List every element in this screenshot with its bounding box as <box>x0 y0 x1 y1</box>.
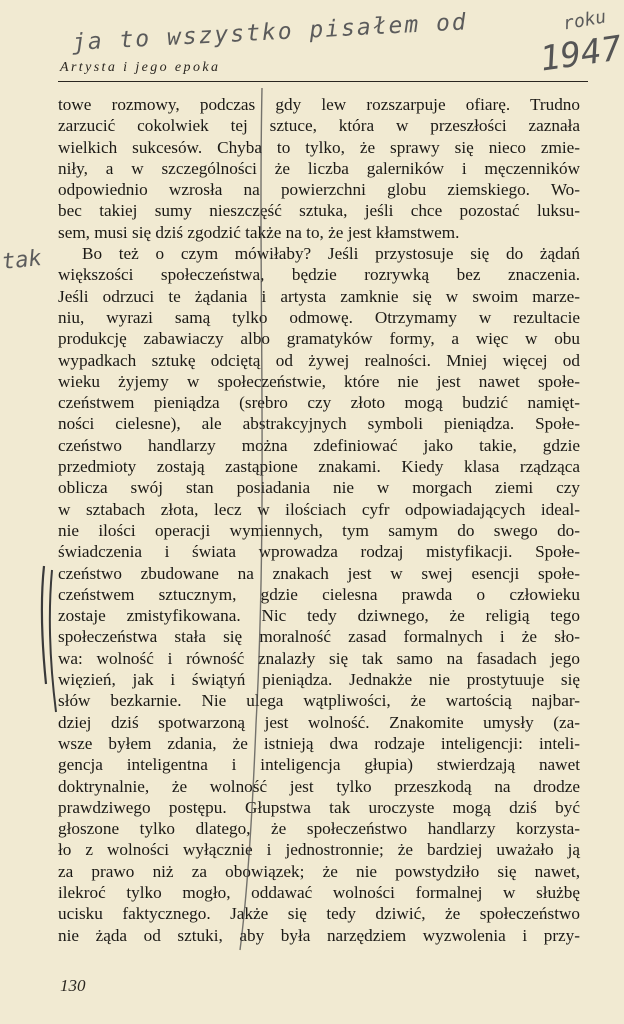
text-line: wieku żyjemy w społeczeństwie, które nie jest nawet społe- <box>58 371 580 391</box>
text-line: nie żąda od sztuki, aby była narzędziem wyzwolenia i przy- <box>58 925 580 945</box>
handwritten-note-line: ja to wszystko pisałem od <box>71 9 469 56</box>
text-line: sem, musi się dziś zgodzić także na to, że jest kłamstwem. <box>58 222 460 242</box>
text-line: ucisku faktycznego. Jakże się tedy dziwić, że społeczeństwo <box>58 904 580 924</box>
text-line: świadczenia i świata wprowadza rodzaj mistyfikacji. Społe- <box>58 542 580 562</box>
text-line: towe rozmowy, podczas gdy lew rozszarpuje ofiarę. Trudno <box>58 95 580 114</box>
text-line: ności cielesne), ale abstrakcyjnych symboli pieniądza. Społe- <box>58 414 580 434</box>
text-line: bec takiej sumy nieszczęść sztuka, jeśli chce pozostać luksu- <box>58 201 580 221</box>
text-line: Jeśli odrzuci te żądania i artysta zamknie się w swoim marze- <box>58 286 580 306</box>
text-line: ło z wolności wyłącznie i jednostronnie; że bardziej uważało ją <box>58 840 580 860</box>
text-line: w sztabach złota, lecz w ilościach cyfr odpowiadających ideal- <box>58 499 580 519</box>
text-line: odpowiednio wzrosła na powierzchni globu ziemskiego. Wo- <box>58 180 580 200</box>
header-rule <box>58 81 588 82</box>
text-line: przedmioty zostają zastąpione znakami. Kiedy klasa rządząca <box>58 457 580 477</box>
text-line: prawdziwego postępu. Głupstwa tak uroczyste mogą dziś być <box>58 797 580 817</box>
handwritten-note-above: roku <box>561 6 608 35</box>
paragraph <box>58 94 580 243</box>
text-line: wypadkach sztukę odciętą od żywej realności. Mniej więcej od <box>58 350 580 370</box>
text-line: doktrynalnie, że wolność jest tylko przeszkodą na drodze <box>58 776 580 796</box>
text-line: gencja inteligentna i inteligencja głupia) stwierdzają nawet <box>58 755 580 775</box>
text-line: nie ilości operacji wymiennych, tym samym do swego do- <box>58 520 580 540</box>
text-line: ilekroć tylko mogło, oddawać wolności formalnej w służbę <box>58 882 580 902</box>
text-line: czeństwo zbudowane na znakach jest w swej esencji społe- <box>58 563 580 583</box>
text-line: oblicza swój stan posiadania nie w morgach ziemi czy <box>58 478 580 498</box>
text-line: niły, a w szczególności że liczba galerników i męczenników <box>58 158 580 178</box>
text-line: zostaje zmistyfikowana. Nic tedy dziwnego, że religią tego <box>58 606 580 626</box>
text-line: społeczeństwa stała się moralność zasad formalnych i że sło- <box>58 627 580 647</box>
text-line: więzień, jak i świątyń pieniądza. Jednakże nie prostytuuje się <box>58 670 580 690</box>
text-line: Bo też o czym mówiłaby? Jeśli przystosuje się do żądań <box>82 244 580 264</box>
text-line: czeństwo handlarzy można zdefiniować jako takie, gdzie <box>58 435 580 455</box>
text-line: czeństwem sztucznym, gdzie cielesna prawda o człowieku <box>58 584 580 604</box>
running-head: Artysta i jego epoka <box>60 60 221 75</box>
text-line: głoszone tylko dlatego, że społeczeństwo handlarzy korzysta- <box>58 819 580 839</box>
text-line: produkcję zabawiaczy albo gramatyków formy, a więc w obu <box>58 329 580 349</box>
text-line: czeństwem pieniądza (srebro czy złoto mogą budzić namięt- <box>58 393 580 413</box>
handwritten-note-year: 1947 <box>537 28 624 80</box>
body-text <box>58 94 580 946</box>
pencil-bracket-inner <box>50 570 56 712</box>
paragraph <box>58 243 580 946</box>
text-line: większości społeczeństwa, będzie rozrywką bez znaczenia. <box>58 265 580 285</box>
text-line: za prawo niż za obowiązek; że nie powstydziło się nawet, <box>58 861 580 881</box>
text-line: dziej dziś spotwarzoną jest wolność. Znakomite umysły (za- <box>58 712 580 732</box>
margin-note: tak <box>0 245 43 276</box>
text-line: wielkich sukcesów. Chyba to tylko, że sprawy się nieco zmie- <box>58 137 580 157</box>
text-line: niu, wyrazi samą tylko odmowę. Otrzymamy w rezultacie <box>58 307 580 327</box>
pencil-bracket-outer <box>42 566 46 684</box>
page-number: 130 <box>60 976 86 995</box>
text-line: zarzucić cokolwiek tej sztuce, która w przeszłości zaznała <box>58 116 580 136</box>
text-line: wsze byłem zdania, że istnieją dwa rodzaje inteligencji: inteli- <box>58 733 580 753</box>
text-line: słów bezkarnie. Nie ulega wątpliwości, że wartością najbar- <box>58 691 580 711</box>
text-line: wa: wolność i równość znalazły się tak samo na fasadach jego <box>58 648 580 668</box>
